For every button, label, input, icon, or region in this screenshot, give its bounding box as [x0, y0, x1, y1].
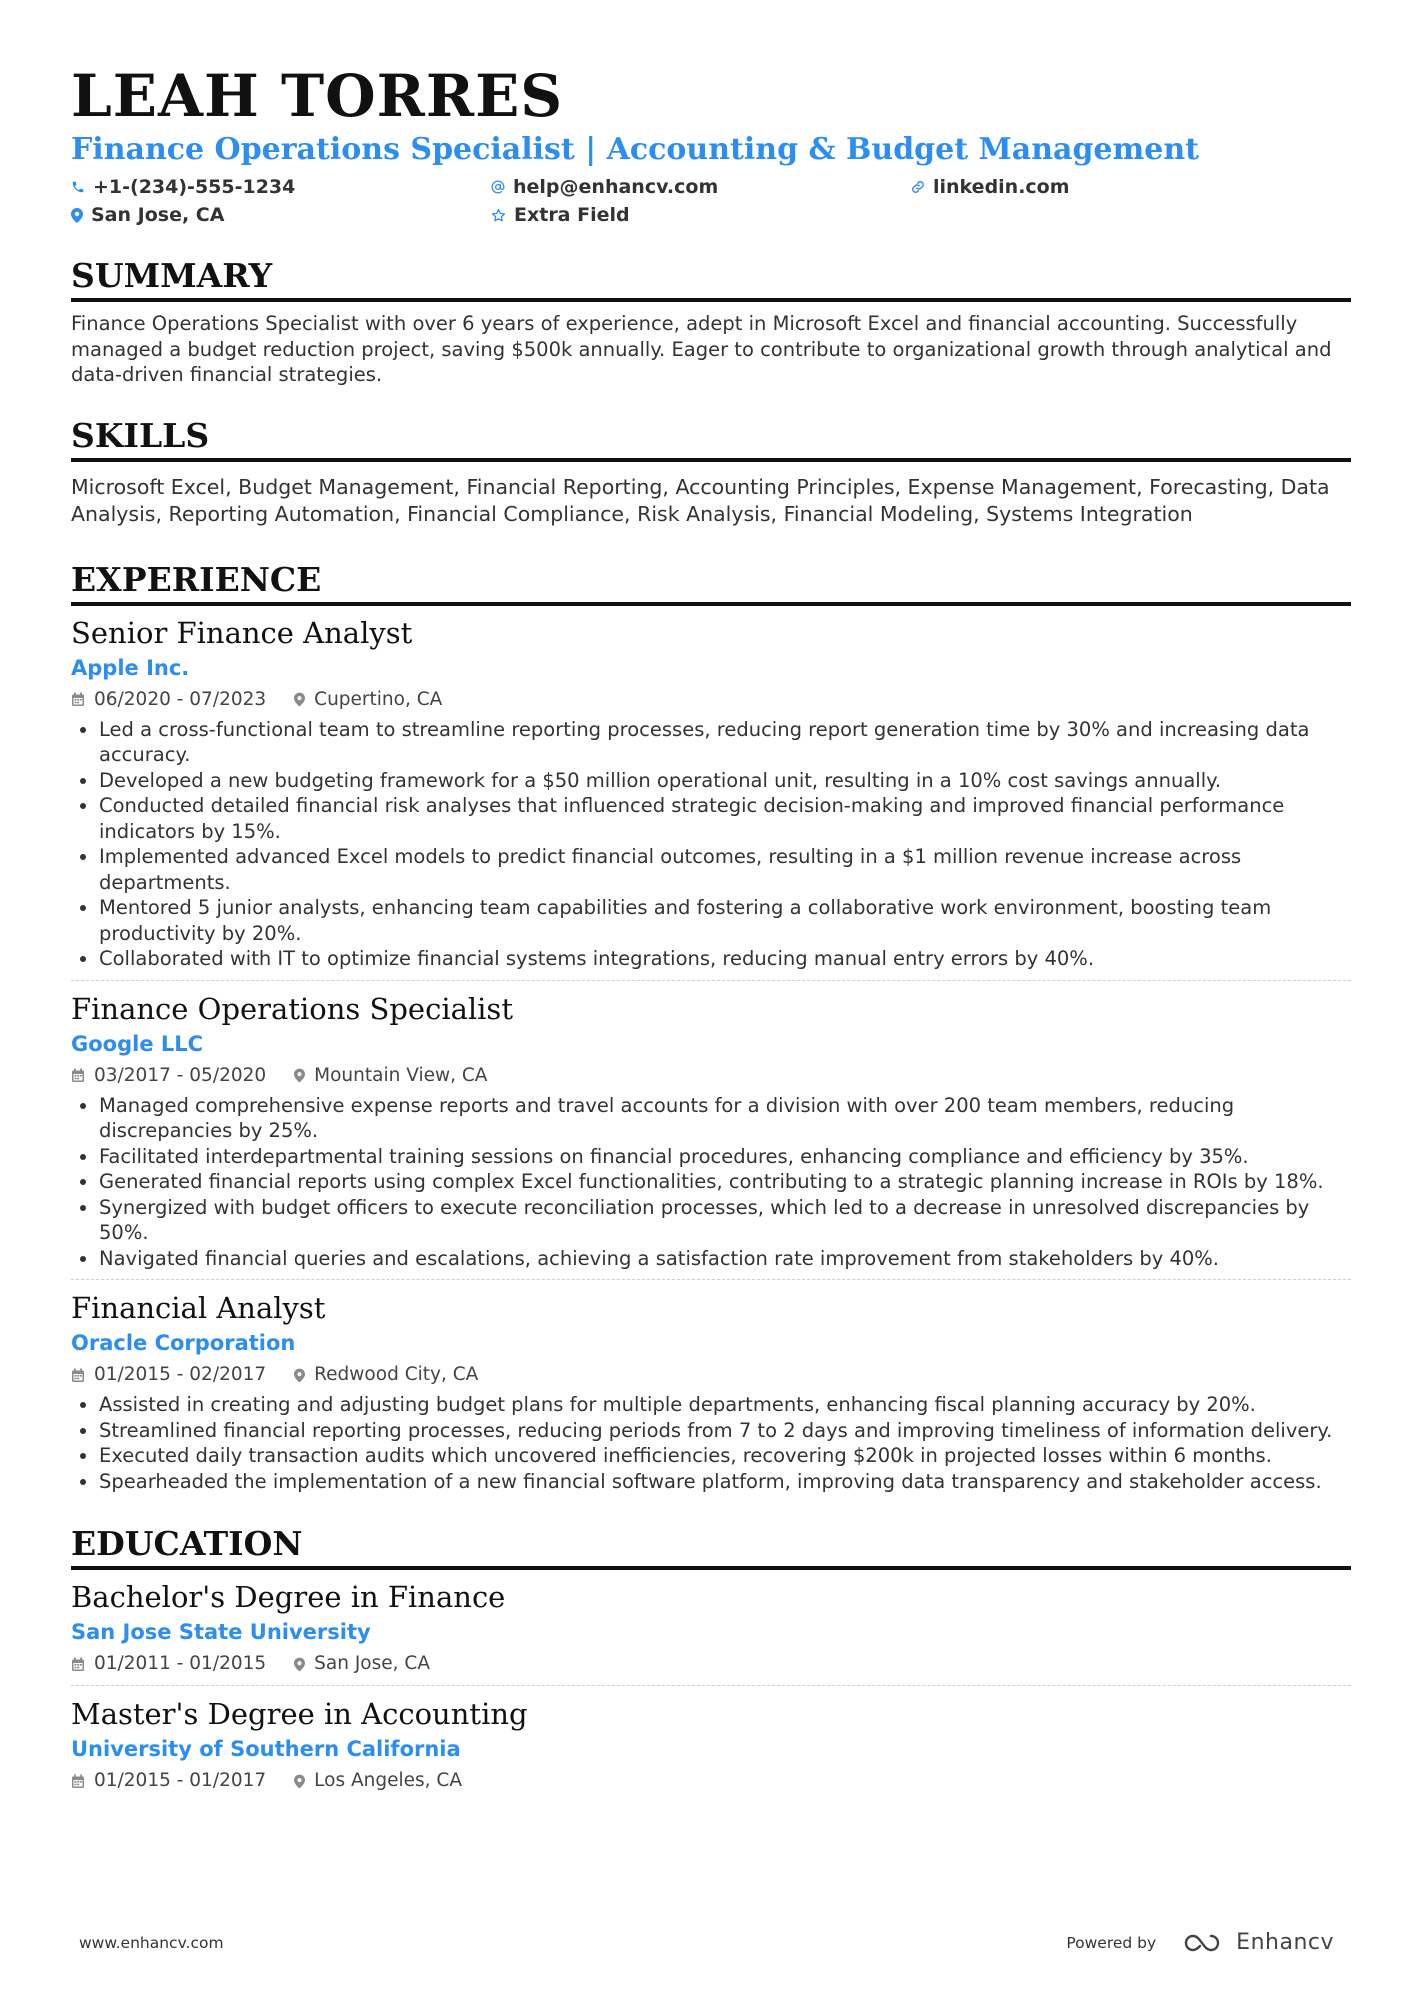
- link-text: linkedin.com: [933, 176, 1070, 198]
- achievement-bullet: • Navigated financial queries and escalations, achieving a satisfaction rate improvement from stakeholders by 40%.: [99, 1246, 1351, 1272]
- contact-email[interactable]: [491, 174, 911, 200]
- email-text: help@enhancv.com: [513, 176, 719, 198]
- contact-extra: [491, 202, 911, 228]
- degree-title: Bachelor's Degree in Finance: [71, 1580, 506, 1614]
- skills-section: [71, 416, 1351, 528]
- entry-meta: [71, 1362, 1351, 1388]
- date-range: [71, 1651, 266, 1677]
- achievement-bullet: • Led a cross-functional team to streamline reporting processes, reducing report generation time by 30% and increasing data accuracy.: [99, 717, 1351, 768]
- education-entry: [71, 1685, 1351, 1802]
- calendar-icon: [71, 1774, 85, 1789]
- location-text: Redwood City, CA: [314, 1364, 479, 1385]
- school-name: University of Southern California: [71, 1737, 461, 1761]
- entry-meta: [71, 1651, 1351, 1677]
- entry-meta: [71, 1768, 1351, 1794]
- entry-meta: [71, 1063, 1351, 1089]
- location-text: Cupertino, CA: [314, 688, 443, 710]
- achievement-list: [71, 717, 1351, 972]
- experience-title: EXPERIENCE: [71, 560, 1351, 606]
- entry-location: [294, 1651, 430, 1677]
- extra-text: Extra Field: [514, 204, 630, 226]
- education-list: [71, 1579, 1351, 1802]
- achievement-bullet: • Mentored 5 junior analysts, enhancing team capabilities and fostering a collaborative work environment, boosting team productivity by 20%.: [99, 895, 1351, 946]
- summary-section: [71, 256, 1351, 388]
- calendar-icon: [71, 1657, 85, 1672]
- job-title: Senior Finance Analyst: [71, 615, 413, 650]
- date-range: [71, 1362, 266, 1388]
- date-range: [71, 1063, 266, 1089]
- link-icon: [911, 180, 925, 194]
- achievement-bullet: • Collaborated with IT to optimize financial systems integrations, reducing manual entry errors by 40%.: [99, 946, 1351, 972]
- footer-website[interactable]: www.enhancv.com: [79, 1933, 224, 1952]
- achievement-bullet: • Streamlined financial reporting processes, reducing periods from 7 to 2 days and improving timeliness of information delivery.: [99, 1418, 1351, 1444]
- contact-phone: [71, 174, 491, 200]
- phone-text: +1-(234)-555-1234: [93, 176, 296, 198]
- degree-title: Master's Degree in Accounting: [71, 1697, 528, 1731]
- achievement-list: [71, 1093, 1351, 1272]
- education-title: EDUCATION: [71, 1524, 1351, 1570]
- date-text: 01/2015 - 01/2017: [94, 1770, 267, 1791]
- location-pin-icon: [71, 208, 83, 223]
- location-pin-icon: [294, 1774, 305, 1789]
- enhancv-logo-icon: [1182, 1932, 1228, 1954]
- contact-location: [71, 202, 491, 228]
- achievement-bullet: • Spearheaded the implementation of a new financial software platform, improving data transparency and stakeholder access.: [99, 1469, 1351, 1495]
- powered-by-text: Powered by: [1066, 1933, 1157, 1952]
- achievement-bullet: • Executed daily transaction audits which uncovered inefficiencies, recovering $200k in projected losses within 6 months.: [99, 1443, 1351, 1469]
- entry-meta: [71, 687, 1351, 713]
- phone-icon: [71, 180, 85, 194]
- skills-text: Microsoft Excel, Budget Management, Financial Reporting, Accounting Principles, Expense Management, Forecasting, Data Analysis, Reporting Automation, Financial Compliance, Risk Analysis, Financial Modeling, Systems Integration: [71, 474, 1330, 526]
- summary-text: Finance Operations Specialist with over 6 years of experience, adept in Microsoft Excel and financial accounting. Successfully managed a budget reduction project, saving $500k annually. Eager to contribute to organizational growth through analytical and data-driven financial strategies.: [71, 312, 1332, 386]
- date-text: 01/2015 - 02/2017: [94, 1364, 267, 1385]
- entry-location: [294, 1063, 487, 1089]
- resume-content: [71, 62, 1351, 1802]
- entry-location: [294, 1768, 462, 1794]
- star-icon: [491, 208, 506, 223]
- achievement-bullet: • Synergized with budget officers to execute reconciliation processes, which led to a decrease in unresolved discrepancies by 50%.: [99, 1195, 1351, 1246]
- date-range: [71, 687, 266, 713]
- date-text: 01/2011 - 01/2015: [94, 1653, 267, 1674]
- footer-branding: [1066, 1930, 1334, 1955]
- location-pin-icon: [294, 692, 305, 707]
- company-name: Oracle Corporation: [71, 1331, 296, 1355]
- at-sign-icon: [491, 180, 505, 194]
- location-pin-icon: [294, 1368, 305, 1383]
- experience-entry: [71, 615, 1351, 980]
- achievement-bullet: • Generated financial reports using complex Excel functionalities, contributing to a strategic planning increase in ROIs by 18%.: [99, 1169, 1351, 1195]
- achievement-bullet: • Facilitated interdepartmental training sessions on financial procedures, enhancing compliance and efficiency by 35%.: [99, 1144, 1351, 1170]
- location-text: Mountain View, CA: [314, 1064, 488, 1086]
- education-section: [71, 1524, 1351, 1802]
- entry-location: [294, 1362, 478, 1388]
- location-text: Los Angeles, CA: [314, 1770, 462, 1791]
- location-pin-icon: [294, 1657, 305, 1672]
- contact-link[interactable]: [911, 174, 1331, 200]
- achievement-bullet: • Conducted detailed financial risk analyses that influenced strategic decision-making and improved financial performance indicators by 15%.: [99, 793, 1351, 844]
- experience-list: [71, 615, 1351, 1503]
- date-text: 03/2017 - 05/2020: [94, 1064, 267, 1086]
- experience-section: [71, 560, 1351, 1503]
- achievement-bullet: • Managed comprehensive expense reports and travel accounts for a division with over 200 team members, reducing discrepancies by 25%.: [99, 1093, 1351, 1144]
- location-text: San Jose, CA: [91, 204, 225, 226]
- skills-title: SKILLS: [71, 416, 1351, 462]
- calendar-icon: [71, 692, 85, 707]
- location-pin-icon: [294, 1068, 305, 1083]
- candidate-headline: Finance Operations Specialist | Accounting & Budget Management: [71, 132, 1200, 167]
- location-text: San Jose, CA: [314, 1653, 430, 1674]
- education-entry: [71, 1579, 1351, 1685]
- experience-entry: [71, 1279, 1351, 1502]
- date-range: [71, 1768, 266, 1794]
- entry-location: [294, 687, 442, 713]
- achievement-bullet: • Developed a new budgeting framework for a $50 million operational unit, resulting in a 10% cost savings annually.: [99, 768, 1351, 794]
- achievement-bullet: • Implemented advanced Excel models to predict financial outcomes, resulting in a $1 million revenue increase across departments.: [99, 844, 1351, 895]
- achievement-list: [71, 1392, 1351, 1494]
- company-name: Google LLC: [71, 1031, 204, 1056]
- calendar-icon: [71, 1368, 85, 1383]
- experience-entry: [71, 980, 1351, 1280]
- job-title: Financial Analyst: [71, 1291, 326, 1325]
- candidate-name: LEAH TORRES: [71, 62, 564, 130]
- summary-title: SUMMARY: [71, 256, 1351, 302]
- calendar-icon: [71, 1068, 85, 1083]
- contact-info: [71, 174, 1351, 228]
- job-title: Finance Operations Specialist: [71, 991, 513, 1026]
- resume-header: [71, 62, 1351, 228]
- achievement-bullet: • Assisted in creating and adjusting budget plans for multiple departments, enhancing fiscal planning accuracy by 20%.: [99, 1392, 1351, 1418]
- page-footer: [79, 1930, 1334, 1955]
- date-text: 06/2020 - 07/2023: [94, 688, 267, 710]
- brand-name: Enhancv: [1236, 1930, 1334, 1955]
- company-name: Apple Inc.: [71, 655, 190, 680]
- school-name: San Jose State University: [71, 1620, 371, 1644]
